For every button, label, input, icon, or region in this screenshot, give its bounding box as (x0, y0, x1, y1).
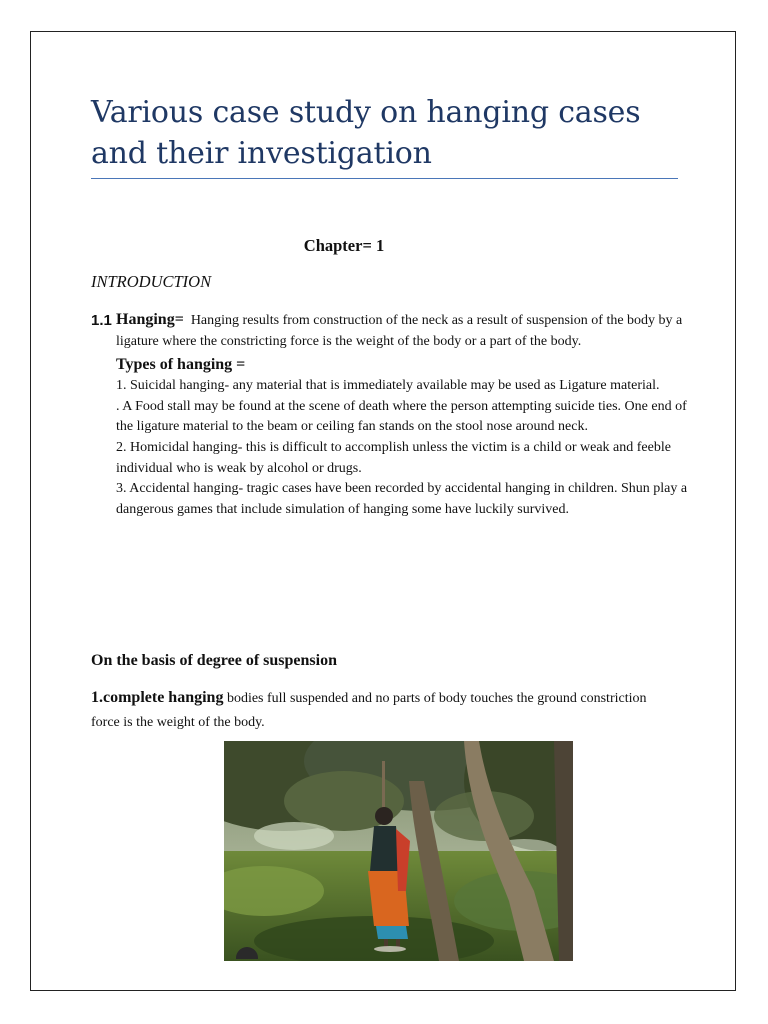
document-page (30, 31, 736, 991)
section-1-1 (91, 310, 691, 520)
section-body (116, 310, 691, 520)
types-heading: Types of hanging = (116, 356, 246, 374)
definition-paragraph (116, 310, 691, 352)
photo-illustration (224, 741, 573, 961)
introduction-heading: INTRODUCTION (91, 272, 212, 291)
list-item: 1. Suicidal hanging- any material that is immediately available may be used as Ligature material. (116, 378, 660, 394)
complete-hanging-lead: 1.complete hanging (91, 689, 224, 706)
section-heading: Hanging= (116, 311, 184, 328)
chapter-heading: Chapter= 1 (303, 236, 385, 255)
list-item: 3. Accidental hanging- tragic cases have been recorded by accidental hanging in children. Shun play a dangerous games that include simulation of hanging some have luckily survived. (116, 481, 688, 517)
section-number: 1.1 (91, 312, 112, 329)
title-divider (91, 178, 678, 179)
list-item: 2. Homicidal hanging- this is difficult to accomplish unless the victim is a child or weak and feeble individual who is weak by alcohol or drugs. (116, 439, 671, 476)
list-item: . A Food stall may be found at the scene of death where the person attempting suicide ties. One end of the ligature material to the beam or ceiling fan stands on the stool nose around neck. (116, 398, 687, 435)
suspension-heading: On the basis of degree of suspension (91, 652, 337, 669)
complete-hanging-text: bodies full suspended and no parts of body touches the ground constriction force is the weight of the body. (91, 691, 647, 730)
complete-hanging-paragraph (91, 686, 651, 735)
case-photo (224, 741, 573, 961)
document-title: Various case study on hanging cases and their investigation (91, 95, 641, 171)
definition-text: Hanging results from construction of the neck as a result of suspension of the body by a ligature where the constricting force is the weight of the body or a part of the body. (116, 313, 683, 349)
